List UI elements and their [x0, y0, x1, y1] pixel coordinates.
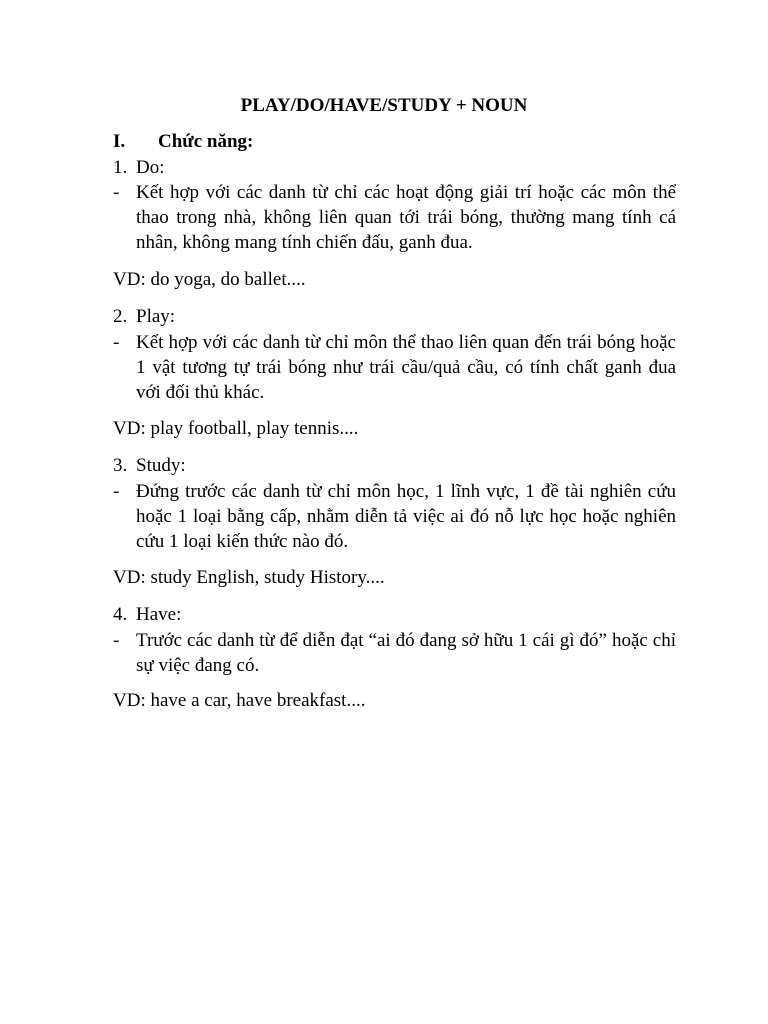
- item-label: Do:: [136, 157, 165, 178]
- item-number: 1.: [113, 157, 128, 178]
- bullet-dash: -: [113, 332, 120, 353]
- item-number: 2.: [113, 306, 128, 327]
- item-number: 4.: [113, 604, 128, 625]
- bullet-dash: -: [113, 182, 120, 203]
- document-title: PLAY/DO/HAVE/STUDY + NOUN: [240, 95, 528, 116]
- bullet-text: Đứng trước các danh từ chỉ môn học, 1 lĩnh vực, 1 đề tài nghiên cứu hoặc 1 loại bằng cấp, nhằm diễn tả việc ai đó nỗ lực học hoặc nghiên cứu 1 loại kiến thức nào đó.: [136, 481, 676, 552]
- bullet-dash: -: [113, 481, 120, 502]
- example-play: VD: play football, play tennis....: [113, 418, 359, 439]
- example-have: VD: have a car, have breakfast....: [113, 690, 366, 711]
- bullet-text: Kết hợp với các danh từ chỉ môn thể thao liên quan đến trái bóng hoặc 1 vật tương tự trái bóng như trái cầu/quả cầu, có tính chất ganh đua với đối thủ khác.: [136, 332, 676, 403]
- item-label: Study:: [136, 455, 186, 476]
- example-do: VD: do yoga, do ballet....: [113, 269, 306, 290]
- item-number: 3.: [113, 455, 128, 476]
- section-number: I.: [113, 131, 126, 152]
- bullet-text: Kết hợp với các danh từ chỉ các hoạt động giải trí hoặc các môn thể thao trong nhà, không liên quan tới trái bóng, thường mang tính cá nhân, không mang tính chiến đấu, ganh đua.: [136, 182, 676, 253]
- bullet-text: Trước các danh từ để diễn đạt “ai đó đang sở hữu 1 cái gì đó” hoặc chỉ sự việc đang có.: [136, 630, 676, 676]
- item-label: Play:: [136, 306, 176, 327]
- bullet-dash: -: [113, 630, 120, 651]
- example-study: VD: study English, study History....: [113, 567, 385, 588]
- section-label: Chức năng:: [158, 131, 254, 152]
- item-label: Have:: [136, 604, 182, 625]
